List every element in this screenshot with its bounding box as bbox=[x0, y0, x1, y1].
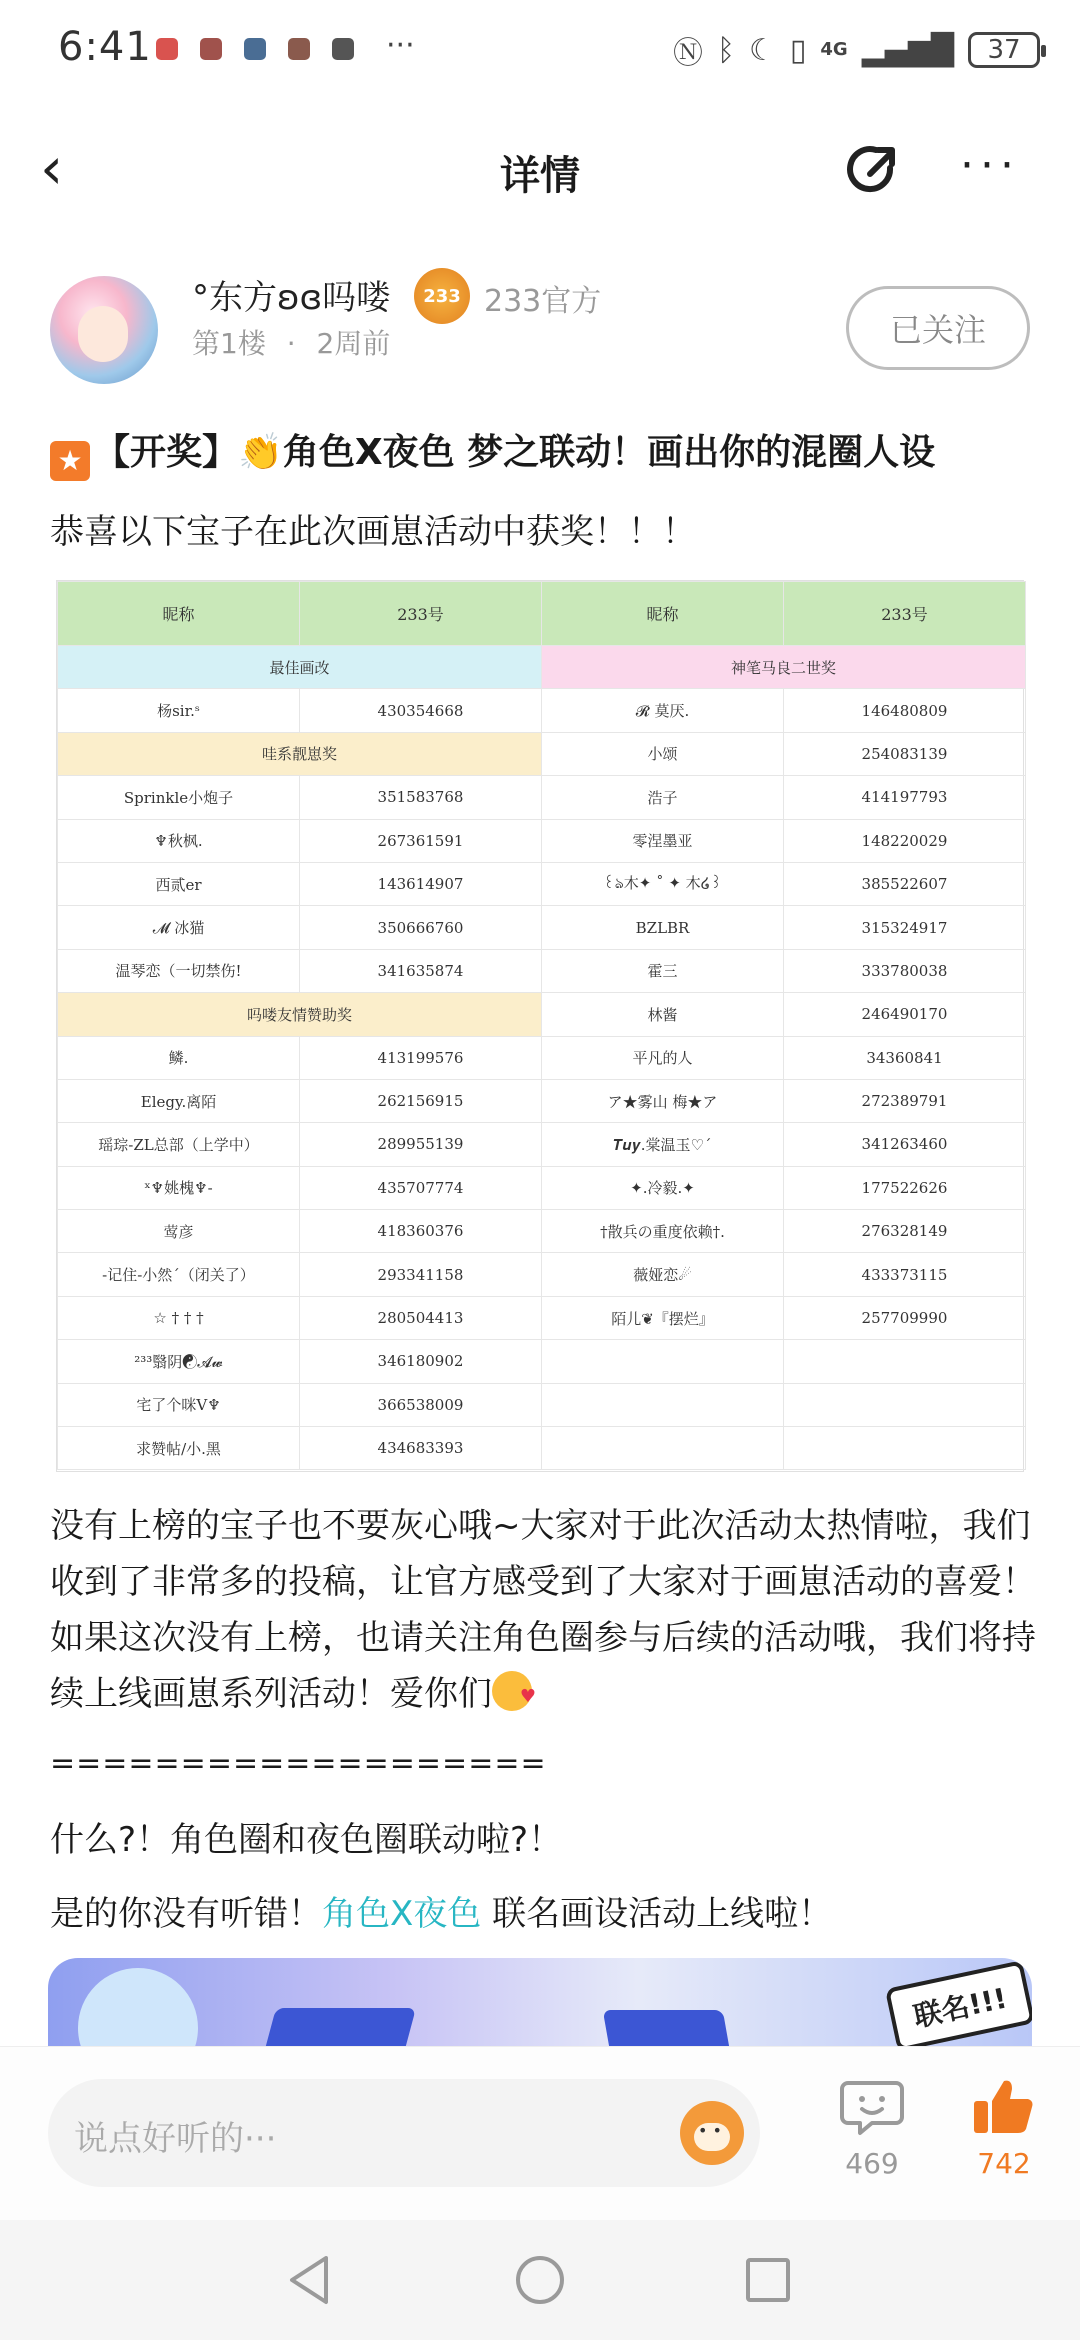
line-prefix: 是的你没有听错！ bbox=[50, 1894, 322, 1934]
event-banner-image[interactable] bbox=[48, 1958, 1032, 2046]
winner-id: 276328149 bbox=[784, 1210, 1026, 1253]
post-title bbox=[50, 424, 935, 481]
app-notification-icon bbox=[288, 38, 310, 60]
winner-nickname: 求赞帖/小.黑 bbox=[58, 1427, 300, 1470]
page-title: 详情 bbox=[500, 153, 580, 199]
nfc-icon: Ⓝ bbox=[672, 36, 703, 71]
winner-id: 280504413 bbox=[300, 1296, 542, 1339]
table-row bbox=[58, 1210, 1026, 1253]
winner-id: 315324917 bbox=[784, 906, 1026, 949]
post-subtitle: 恭喜以下宝子在此次画崽活动中获奖！！！ bbox=[50, 512, 696, 552]
winner-id: 385522607 bbox=[784, 862, 1026, 905]
network-type: 4G bbox=[820, 39, 848, 60]
system-back-icon[interactable] bbox=[286, 2254, 334, 2306]
table-row bbox=[58, 906, 1026, 949]
table-row bbox=[58, 1253, 1026, 1296]
table-row bbox=[58, 819, 1026, 862]
battery-level: 37 bbox=[987, 35, 1021, 65]
winner-id: 262156915 bbox=[300, 1079, 542, 1122]
empty-cell bbox=[784, 1427, 1026, 1470]
system-home-icon[interactable] bbox=[516, 2256, 564, 2304]
winner-nickname: ✦.冷毅.✦ bbox=[542, 1166, 784, 1209]
empty-cell bbox=[542, 1383, 784, 1426]
winner-id: 34360841 bbox=[784, 1036, 1026, 1079]
winner-nickname: ꒰ঌ木✦ ˚ ✦ 木໒꒱ bbox=[542, 862, 784, 905]
table-row bbox=[58, 1079, 1026, 1122]
thumbs-up-icon bbox=[970, 2075, 1038, 2139]
line-suffix: 联名画设活动上线啦！ bbox=[481, 1894, 833, 1934]
topic-link[interactable]: 角色X夜色 bbox=[322, 1894, 482, 1934]
table-header-row bbox=[58, 582, 1026, 646]
comment-count: 469 bbox=[845, 2147, 899, 2180]
winner-nickname: ²³³翳阴☯𝓐𝔀 bbox=[58, 1340, 300, 1383]
battery-icon bbox=[968, 32, 1040, 68]
winner-id: 333780038 bbox=[784, 949, 1026, 992]
more-options-icon[interactable]: ··· bbox=[960, 140, 1020, 191]
winner-id: 434683393 bbox=[300, 1427, 542, 1470]
empty-cell bbox=[784, 1340, 1026, 1383]
official-badge-icon: 233 bbox=[414, 268, 470, 324]
vibrate-icon: ▯ bbox=[789, 32, 807, 68]
kiss-emoji-icon bbox=[492, 1671, 532, 1711]
bottom-comment-bar bbox=[0, 2046, 1080, 2220]
winner-nickname: BZLBR bbox=[542, 906, 784, 949]
winner-id: 435707774 bbox=[300, 1166, 542, 1209]
like-count: 742 bbox=[977, 2147, 1031, 2180]
winner-nickname: ☆ † † † bbox=[58, 1296, 300, 1339]
winner-nickname: 零涅墨亚 bbox=[542, 819, 784, 862]
like-button[interactable] bbox=[970, 2075, 1038, 2185]
system-recents-icon[interactable] bbox=[746, 2258, 790, 2302]
winner-nickname: 瑶琮-ZL总部（上学中） bbox=[58, 1123, 300, 1166]
winner-id: 430354668 bbox=[300, 689, 542, 732]
winner-nickname: 西贰er bbox=[58, 862, 300, 905]
table-header-cell: 昵称 bbox=[542, 582, 784, 646]
app-notification-icon bbox=[200, 38, 222, 60]
app-notification-icon bbox=[244, 38, 266, 60]
winner-id: 289955139 bbox=[300, 1123, 542, 1166]
winner-nickname: †散兵の重度依赖†. bbox=[542, 1210, 784, 1253]
winner-id: 341263460 bbox=[784, 1123, 1026, 1166]
empty-cell bbox=[542, 1427, 784, 1470]
table-row bbox=[58, 1123, 1026, 1166]
bluetooth-icon: ᛒ bbox=[716, 32, 735, 68]
award-group-title: 哇系靓崽奖 bbox=[58, 732, 542, 775]
empty-cell bbox=[542, 1340, 784, 1383]
winner-nickname: 宅了个咪V♆ bbox=[58, 1383, 300, 1426]
table-header-cell: 233号 bbox=[300, 582, 542, 646]
winner-id: 414197793 bbox=[784, 776, 1026, 819]
winner-nickname: Sprinkle小炮子 bbox=[58, 776, 300, 819]
winner-nickname: 𝓜 冰猫 bbox=[58, 906, 300, 949]
banner-decoration bbox=[260, 2008, 416, 2046]
winner-id: 293341158 bbox=[300, 1253, 542, 1296]
banner-tag: 联名!!! bbox=[885, 1960, 1032, 2046]
winners-table-image[interactable] bbox=[56, 580, 1024, 1472]
winner-nickname: 林酱 bbox=[542, 993, 784, 1036]
banner-character-illustration bbox=[78, 1968, 198, 2046]
award-group-title: 吗喽友情赞助奖 bbox=[58, 993, 542, 1036]
winner-nickname: 莺彦 bbox=[58, 1210, 300, 1253]
winner-nickname: 薇娅恋☄ bbox=[542, 1253, 784, 1296]
star-badge-icon: ★ bbox=[50, 441, 90, 481]
share-icon[interactable] bbox=[840, 138, 904, 202]
post-title-text: 【开奖】👏角色X夜色 梦之联动！画出你的混圈人设 bbox=[94, 432, 936, 473]
table-row bbox=[58, 689, 1026, 732]
table-row bbox=[58, 732, 1026, 775]
status-bar bbox=[0, 0, 1080, 100]
table-row bbox=[58, 949, 1026, 992]
follow-button[interactable]: 已关注 bbox=[846, 286, 1030, 370]
winner-id: 146480809 bbox=[784, 689, 1026, 732]
table-header-cell: 昵称 bbox=[58, 582, 300, 646]
comment-input[interactable] bbox=[48, 2079, 760, 2187]
winner-nickname: 小颂 bbox=[542, 732, 784, 775]
table-row bbox=[58, 993, 1026, 1036]
post-meta bbox=[192, 322, 390, 362]
winner-id: 148220029 bbox=[784, 819, 1026, 862]
app-notification-icon bbox=[156, 38, 178, 60]
table-row bbox=[58, 1296, 1026, 1339]
more-notifications-icon: ··· bbox=[386, 28, 415, 63]
post-time: 2周前 bbox=[316, 327, 391, 360]
author-name[interactable]: °东方ʚɞ吗喽 bbox=[192, 278, 391, 318]
notification-icons bbox=[156, 38, 354, 60]
announcement-line: 什么?！角色圈和夜色圈联动啦?！ bbox=[50, 1820, 563, 1860]
winner-id: 351583768 bbox=[300, 776, 542, 819]
winner-id: 366538009 bbox=[300, 1383, 542, 1426]
post-body-paragraph bbox=[50, 1498, 1040, 1722]
back-icon[interactable]: ‹ bbox=[40, 134, 64, 202]
award-group-title: 最佳画改 bbox=[58, 646, 542, 689]
comment-placeholder: 说点好听的··· bbox=[74, 2119, 277, 2159]
meta-separator: · bbox=[286, 327, 296, 360]
winner-nickname: -记住-小然ˊ（闭关了） bbox=[58, 1253, 300, 1296]
empty-cell bbox=[784, 1383, 1026, 1426]
winner-id: 418360376 bbox=[300, 1210, 542, 1253]
table-row bbox=[58, 1427, 1026, 1470]
signal-icon: ▂▄▆█ bbox=[861, 32, 954, 68]
table-row bbox=[58, 1383, 1026, 1426]
system-nav-bar bbox=[0, 2220, 1080, 2340]
winner-nickname: Elegy.离陌 bbox=[58, 1079, 300, 1122]
winner-nickname: 平凡的人 bbox=[542, 1036, 784, 1079]
winners-table bbox=[57, 581, 1026, 1470]
winner-id: 254083139 bbox=[784, 732, 1026, 775]
table-row bbox=[58, 1340, 1026, 1383]
table-row bbox=[58, 862, 1026, 905]
text-divider: =================== bbox=[50, 1746, 547, 1781]
winner-id: 177522626 bbox=[784, 1166, 1026, 1209]
status-time: 6:41 bbox=[58, 24, 152, 70]
author-avatar[interactable] bbox=[50, 276, 158, 384]
table-row bbox=[58, 776, 1026, 819]
winner-nickname: 浩子 bbox=[542, 776, 784, 819]
winner-id: 341635874 bbox=[300, 949, 542, 992]
mascot-emoji-icon[interactable] bbox=[680, 2101, 744, 2165]
winner-nickname: ˣ♆姚槐♆- bbox=[58, 1166, 300, 1209]
table-row bbox=[58, 1166, 1026, 1209]
author-tag: 233官方 bbox=[484, 284, 602, 319]
winner-nickname: 温琴恋（一切禁伤! bbox=[58, 949, 300, 992]
winner-id: 350666760 bbox=[300, 906, 542, 949]
table-header-cell: 233号 bbox=[784, 582, 1026, 646]
winner-id: 413199576 bbox=[300, 1036, 542, 1079]
winner-id: 143614907 bbox=[300, 862, 542, 905]
winner-nickname: 陌儿❦『摆烂』 bbox=[542, 1296, 784, 1339]
dnd-moon-icon: ☾ bbox=[748, 32, 776, 68]
winner-nickname: 𝓡 莫厌. bbox=[542, 689, 784, 732]
winner-nickname: ♆秋枫. bbox=[58, 819, 300, 862]
winner-id: 433373115 bbox=[784, 1253, 1026, 1296]
winner-id: 267361591 bbox=[300, 819, 542, 862]
top-nav-bar bbox=[0, 110, 1080, 230]
winner-nickname: 霍三 bbox=[542, 949, 784, 992]
winner-id: 257709990 bbox=[784, 1296, 1026, 1339]
winner-nickname: 鳞. bbox=[58, 1036, 300, 1079]
banner-decoration bbox=[603, 2010, 734, 2046]
winner-id: 246490170 bbox=[784, 993, 1026, 1036]
winner-id: 272389791 bbox=[784, 1079, 1026, 1122]
announcement-line-link bbox=[50, 1886, 832, 1935]
app-notification-icon bbox=[332, 38, 354, 60]
comment-bubble-icon bbox=[838, 2075, 906, 2139]
table-row bbox=[58, 1036, 1026, 1079]
paragraph-text: 没有上榜的宝子也不要灰心哦~大家对于此次活动太热情啦，我们收到了非常多的投稿，让官方感受到了大家对于画崽活动的喜爱！如果这次没有上榜，也请关注角色圈参与后续的活动哦，我们将持续上线画崽系列活动！爱你们 bbox=[50, 1506, 1036, 1714]
system-icons bbox=[673, 28, 1040, 72]
award-group-title: 神笔马良二世奖 bbox=[542, 646, 1026, 689]
winner-nickname: 杨sir.ˢ bbox=[58, 689, 300, 732]
winner-nickname: ア★雾山 梅★ア bbox=[542, 1079, 784, 1122]
table-row bbox=[58, 646, 1026, 689]
winner-nickname: 𝑻𝒖𝒚.棠温玉♡ˊ bbox=[542, 1123, 784, 1166]
comments-button[interactable] bbox=[838, 2075, 906, 2185]
winner-id: 346180902 bbox=[300, 1340, 542, 1383]
floor-label: 第1楼 bbox=[192, 327, 266, 360]
